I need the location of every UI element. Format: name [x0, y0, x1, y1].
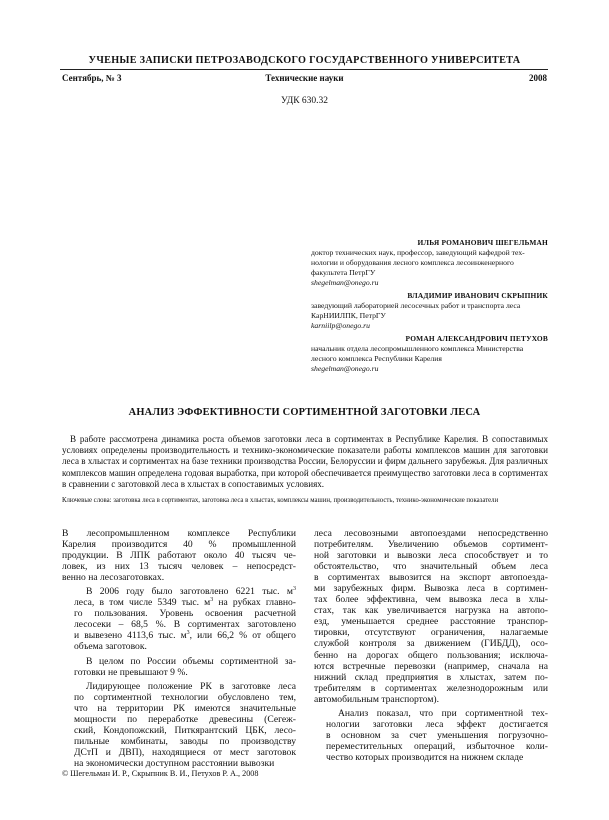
body-column-right	[314, 528, 548, 766]
keywords-text: заготовка леса в сортиментах, заготовка леса в хлыстах, комплексы машин, производительность, технико-экономические показатели	[113, 497, 499, 504]
author-affiliation: КарНИИЛПК, ПетрГУ	[311, 311, 386, 320]
body-line: потребителям. Увеличению объемов сортимент-	[314, 539, 548, 551]
body-line: что на территории РК имеются значительные	[74, 702, 296, 714]
body-line: в сортиментах вывозится на экспорт автопоезда-	[314, 572, 548, 584]
body-paragraph	[314, 528, 548, 705]
body-paragraph	[314, 708, 548, 763]
abstract-text: В работе рассмотрена динамика роста объемов заготовки леса в сортиментах в Республике Карелия. В сопоставимых условиях определены производительность и технико-экономические показатели работы комплексов машин для заготовки леса в хлыстах и сортиментах на базе техники производства России, Белоруссии и фирм дальнего зарубежья. Для различных комплексов машин определена годовая выработка, при которой обеспечивается преимущество заготовки леса в сортиментах в сравнении с заготовкой леса в хлыстах в сопоставимых условиях.	[62, 434, 548, 489]
body-line: переместительных операций, избыточное коли-	[326, 740, 548, 752]
authors-block	[311, 238, 548, 377]
author-2	[311, 291, 548, 331]
body-paragraph	[62, 586, 296, 652]
body-line: службой контроля за движением (ГИБДД), осо-	[314, 638, 548, 650]
udk-code: УДК 630.32	[280, 96, 329, 106]
author-3	[311, 334, 548, 374]
body-line: леса лесовозными автопоездами непосредственно	[314, 528, 548, 539]
author-affiliation: заведующий лабораторией лесосечных работ и транспорта леса	[311, 301, 521, 310]
author-affiliation: лесного комплекса Республики Карелия	[311, 354, 442, 363]
body-line: В лесопромышленном комплексе Республики	[62, 528, 296, 539]
body-line: обстоятельство, что значительный объем леса	[314, 561, 548, 573]
year-label: 2008	[529, 73, 547, 83]
author-name: РОМАН АЛЕКСАНДРОВИЧ ПЕТУХОВ	[405, 334, 548, 343]
body-line: пильные комбинаты, заводы по производству	[74, 735, 296, 747]
body-line: венно на лесозаготовках.	[62, 572, 165, 584]
body-line: автомобильным транспортом).	[314, 693, 440, 705]
body-line: ются встречные перевозки (например, сначала на	[314, 660, 548, 672]
keywords	[62, 497, 548, 506]
body-line: тировки, отсутствуют ограничения, налагаемые	[314, 627, 548, 639]
body-line: нологии заготовки леса эффект достигается	[326, 718, 548, 730]
body-line: В целом по России объемы сортиментной за-	[86, 655, 296, 667]
body-paragraph	[62, 656, 296, 678]
body-line: мощности по переработке древесины (Сегеж-	[74, 713, 296, 725]
article-title: АНАЛИЗ ЭФФЕКТИВНОСТИ СОРТИМЕНТНОЙ ЗАГОТОВКИ ЛЕСА	[128, 407, 481, 418]
header-rule	[60, 69, 548, 70]
section-label: Технические науки	[265, 73, 344, 83]
body-line: и вывезено 4113,6 тыс. $м^3$, или 66,2 % от общего	[74, 630, 296, 642]
body-column-left	[62, 528, 296, 772]
body-line: леса, в том числе 5349 тыс. $м^3$ на рубках главно-	[74, 597, 296, 609]
author-1	[311, 238, 548, 288]
body-line: ной заготовки и вывозки леса способствует и то	[314, 550, 548, 562]
body-line: объема заготовок.	[74, 641, 147, 653]
author-affiliation: нологии и оборудования лесного комплекса лесоинженерного	[311, 258, 514, 267]
author-affiliation: доктор технических наук, профессор, заведующий кафедрой тех-	[311, 248, 525, 257]
body-line: Лидирующее положение РК в заготовке леса	[86, 680, 296, 692]
body-line: требителям в сортиментах железнодорожным или	[314, 682, 548, 694]
body-line: стах, так как увеличивается нагрузка на автопо-	[314, 605, 548, 617]
body-line: продукции. В ЛПК работают около 40 тысяч че-	[62, 550, 296, 562]
body-line: ДСтП и ДВП), находящиеся от мест заготовок	[74, 746, 296, 758]
body-line: езд, уменьшается среднее расстояние транспор-	[314, 616, 548, 628]
body-line: нижний склад предприятия в хлыстах, затем по-	[314, 671, 548, 683]
journal-title: УЧЕНЫЕ ЗАПИСКИ ПЕТРОЗАВОДСКОГО ГОСУДАРСТВЕННОГО УНИВЕРСИТЕТА	[88, 55, 521, 66]
body-line: на экономически доступном расстоянии вывозки	[74, 757, 275, 769]
author-affiliation: начальник отдела лесопромышленного комплекса Министерства	[311, 344, 524, 353]
body-line: по сортиментной технологии обусловлено тем,	[74, 691, 296, 703]
body-line: В 2006 году было заготовлено 6221 тыс. $м^3$	[86, 586, 296, 598]
body-line: готовки не превышают 9 %.	[74, 666, 188, 678]
author-name: ИЛЬЯ РОМАНОВИЧ ШЕГЕЛЬМАН	[417, 238, 548, 247]
body-line: лесосеки – 68,5 %. В сортиментах заготовлено	[74, 619, 296, 631]
author-email[interactable]: karniilp@onego.ru	[311, 321, 370, 330]
body-line: ми зарубежных фирм. Вывозка леса в сортимен-	[314, 583, 548, 595]
body-line: го пользования. Уровень освоения расчетной	[74, 608, 296, 620]
body-paragraph	[62, 681, 296, 769]
abstract	[62, 434, 548, 490]
body-line: Анализ показал, что при сортиментной тех-	[338, 707, 548, 719]
body-line: бенно на дорогах общего пользования; исключа-	[314, 649, 548, 661]
author-name: ВЛАДИМИР ИВАНОВИЧ СКРЫПНИК	[407, 291, 548, 300]
body-line: ловек, из них 13 тысяч человек – непосредст-	[62, 561, 296, 573]
issue-label: Сентябрь, № 3	[62, 73, 122, 83]
author-email[interactable]: shegelman@onego.ru	[311, 364, 379, 373]
body-line: тах более эффективна, чем вывозка леса в хлы-	[314, 594, 548, 606]
body-line: в основном за счет уменьшения погрузочно-	[326, 729, 548, 741]
body-line: чество которых производится на нижнем складе	[326, 751, 524, 763]
author-email[interactable]: shegelman@onego.ru	[311, 278, 379, 287]
body-paragraph	[62, 528, 296, 583]
copyright-notice: © Шегельман И. Р., Скрыпник В. И., Петухов Р. А., 2008	[62, 769, 259, 778]
author-affiliation: факультета ПетрГУ	[311, 268, 376, 277]
keywords-label: Ключевые слова:	[62, 497, 112, 504]
body-line: ский, Кондопожский, Питкярантский ЦБК, лесо-	[74, 724, 296, 736]
body-line: Карелия производится 40 % промышленной	[62, 539, 296, 551]
